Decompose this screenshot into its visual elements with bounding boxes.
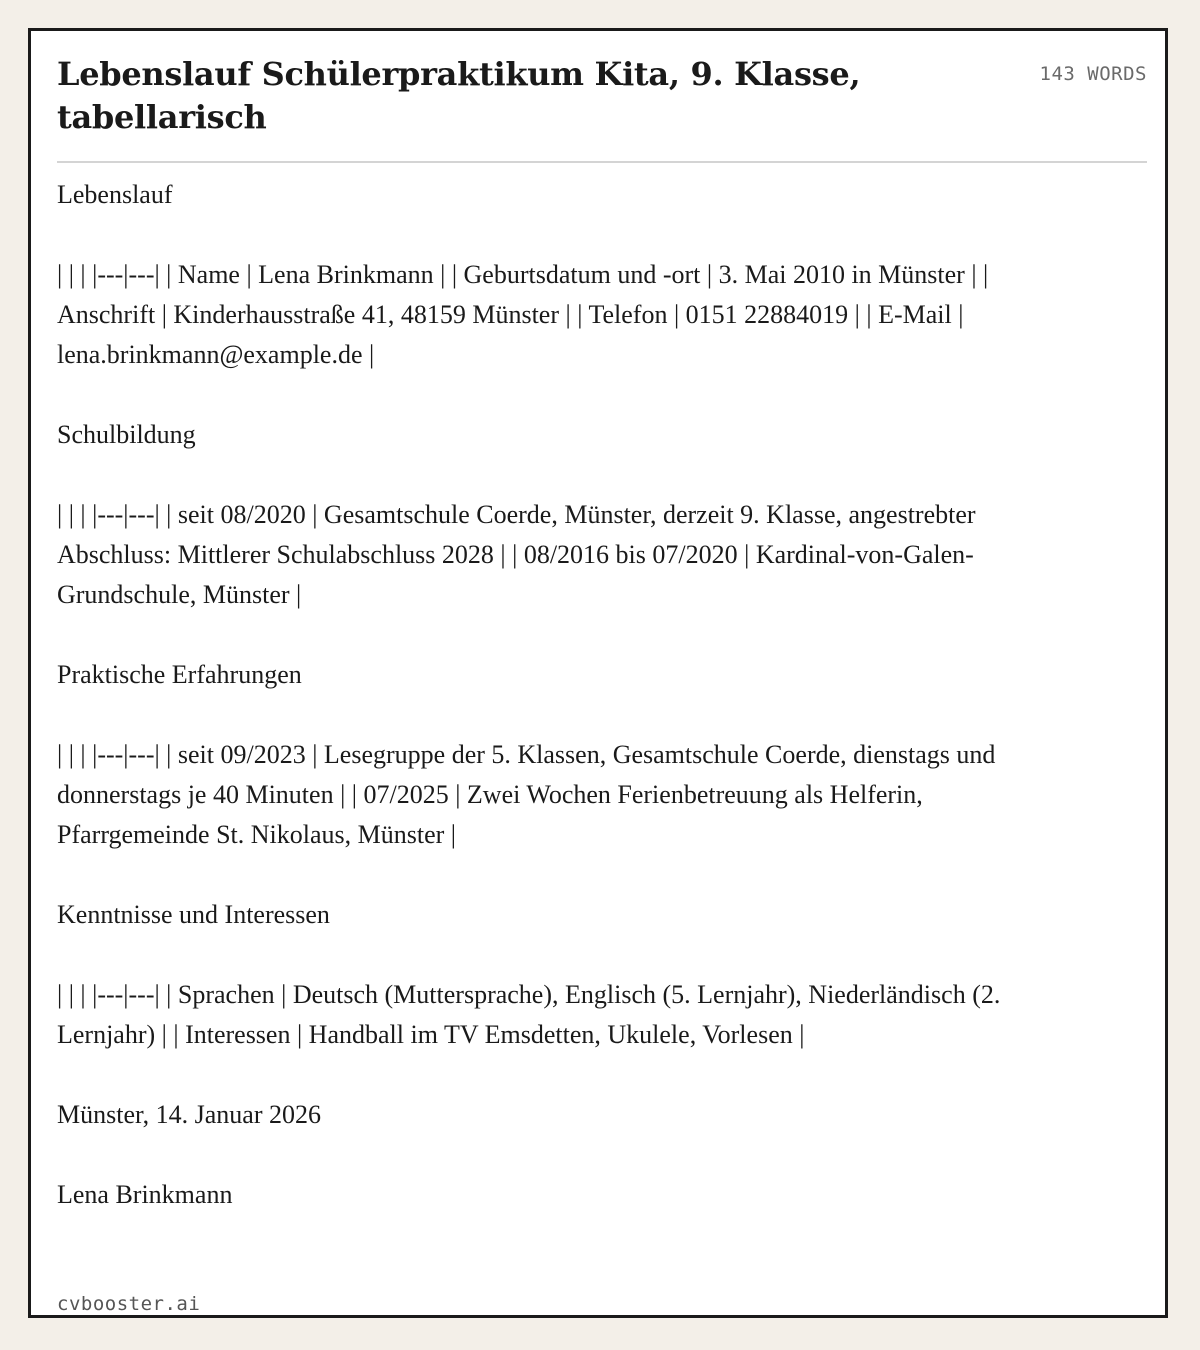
document-card xyxy=(28,28,1168,1318)
document-header xyxy=(57,53,1147,163)
document-title: Lebenslauf Schülerpraktikum Kita, 9. Klasse, tabellarisch xyxy=(57,55,861,136)
brand-footer: cvbooster.ai xyxy=(57,1293,201,1315)
document-body: Lebenslauf | | | |---|---| | Name | Lena Brinkmann | | Geburtsdatum und -ort | 3. Mai 2010 in Münster | | Anschrift | Kinderhausstraße 41, 48159 Münster | | Telefon | 0151 22884019 | | E-Mail | lena.brinkmann@example.de | Schulbildung | | | |---|---| | seit 08/2020 | Gesamtschule Coerde, Münster, derzeit 9. Klasse, angestrebter Abschluss: Mittlerer Schulabschluss 2028 | | 08/2016 bis 07/2020 | Kardinal-von-Galen-Grundschule, Münster | Praktische Erfahrungen | | | |---|---| | seit 09/2023 | Lesegruppe der 5. Klassen, Gesamtschule Coerde, dienstags und donnerstags je 40 Minuten | | 07/2025 | Zwei Wochen Ferienbetreuung als Helferin, Pfarrgemeinde St. Nikolaus, Münster | Kenntnisse und Interessen | | | |---|---| | Sprachen | Deutsch (Muttersprache), Englisch (5. Lernjahr), Niederländisch (2. Lernjahr) | | Interessen | Handball im TV Emsdetten, Ukulele, Vorlesen | Münster, 14. Januar 2026 Lena Brinkmann xyxy=(57,180,1001,1209)
word-count-label: 143 WORDS xyxy=(1039,63,1147,85)
